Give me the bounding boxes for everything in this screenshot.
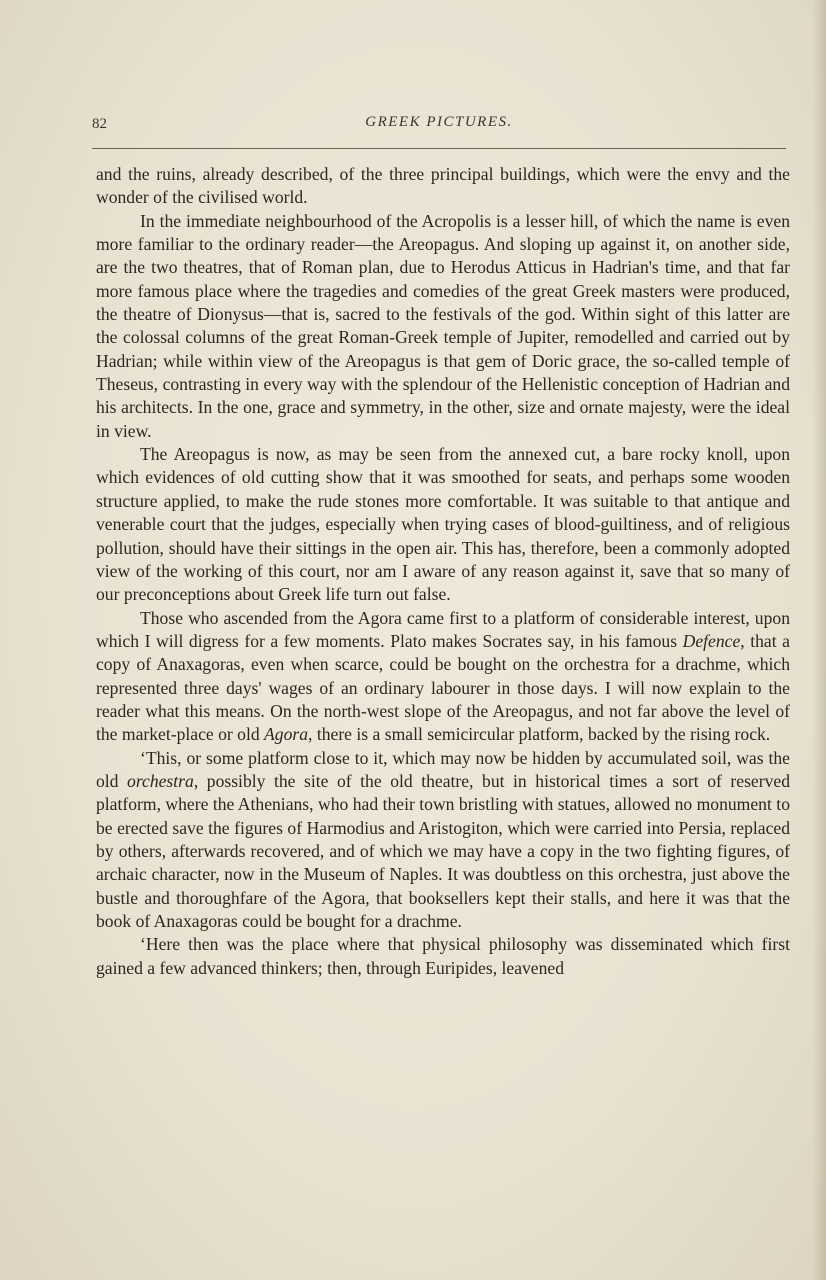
page-number: 82 [92,116,107,132]
italic-orchestra: orchestra [127,770,194,791]
italic-defence: Defence [682,630,741,651]
running-title: GREEK PICTURES. [365,114,513,130]
paragraph-text: In the immediate neighbourhood of the Acropolis is a lesser hill, of which the name is even more familiar to the ordinary reader—the Areopagus. And sloping up against it, on another side, are the two theatres, that of Roman plan, due to Herodus Atticus in Hadrian's time, and that far more famous place where the tragedies and comedies of the great Greek masters were produced, the theatre of Dionysus—that is, sacred to the festivals of the god. Within sight of this latter are the colossal columns of the great Roman-Greek temple of Jupiter, remodelled and carried out by Hadrian; while within view of the Areopagus is that gem of Doric grace, the so-called temple of Theseus, contrasting in every way with the splendour of the Hellenistic conception of Hadrian and his architects. In the one, grace and symmetry, in the other, size and ornate majesty, were the ideal in view. [96,210,790,441]
header-rule [92,148,786,149]
paragraph-text: ‘This, or some platform close to it, which may now be hidden by accumulated soil, was the old [96,747,790,791]
paragraph-text: and the ruins, already described, of the three principal buildings, which were the envy and the wonder of the civilised world. [96,164,790,208]
paragraph-orchestra-quote [96,747,790,934]
paragraph-areopagus [96,443,790,606]
paragraph-agora-platform [96,607,790,747]
paragraph-acropolis [96,210,790,443]
paragraph-text: , that a copy of Anaxagoras, even when scarce, could be bought on the orchestra for a drachme, which represented three days' wages of an ordinary labourer in those days. I will now explain to the reader what this means. On the north-west slope of the Areopagus, and not far above the level of the market-place or old [96,630,790,745]
paragraph-philosophy-quote [96,933,790,980]
paragraph-text: , there is a small semicircular platform, backed by the rising rock. [308,724,771,745]
paragraph-text: Those who ascended from the Agora came first to a platform of considerable interest, upon which I will digress for a few moments. Plato makes Socrates say, in his famous [96,607,790,651]
italic-agora: Agora [264,724,309,745]
paragraph-text: ‘Here then was the place where that physical philosophy was disseminated which first gained a few advanced thinkers; then, through Euripides, leavened [96,934,790,978]
paragraph-text: , possibly the site of the old theatre, but in historical times a sort of reserved platform, where the Athenians, who had their town bristling with statues, allowed no monument to be erected save the figures of Harmodius and Aristogiton, which were carried into Persia, replaced by others, afterwards recovered, and of which we may have a copy in the two fighting figures, of archaic character, now in the Museum of Naples. It was doubtless on this orchestra, just above the bustle and thoroughfare of the Agora, that booksellers kept their stalls, and here it was that the book of Anaxagoras could be bought for a drachme. [96,770,790,931]
body-text [96,163,790,980]
paragraph-continued [96,163,790,210]
paragraph-text: The Areopagus is now, as may be seen from the annexed cut, a bare rocky knoll, upon which evidences of old cutting show that it was smoothed for seats, and perhaps some wooden structure applied, to make the rude stones more comfortable. It was suitable to that antique and venerable court that the judges, especially when trying cases of blood-guiltiness, and of religious pollution, should have their sittings in the open air. This has, therefore, been a commonly adopted view of the working of this court, nor am I aware of any reason against it, save that so many of our preconceptions about Greek life turn out false. [96,444,790,605]
page-edge-shadow [812,0,826,1280]
running-head [92,114,786,138]
